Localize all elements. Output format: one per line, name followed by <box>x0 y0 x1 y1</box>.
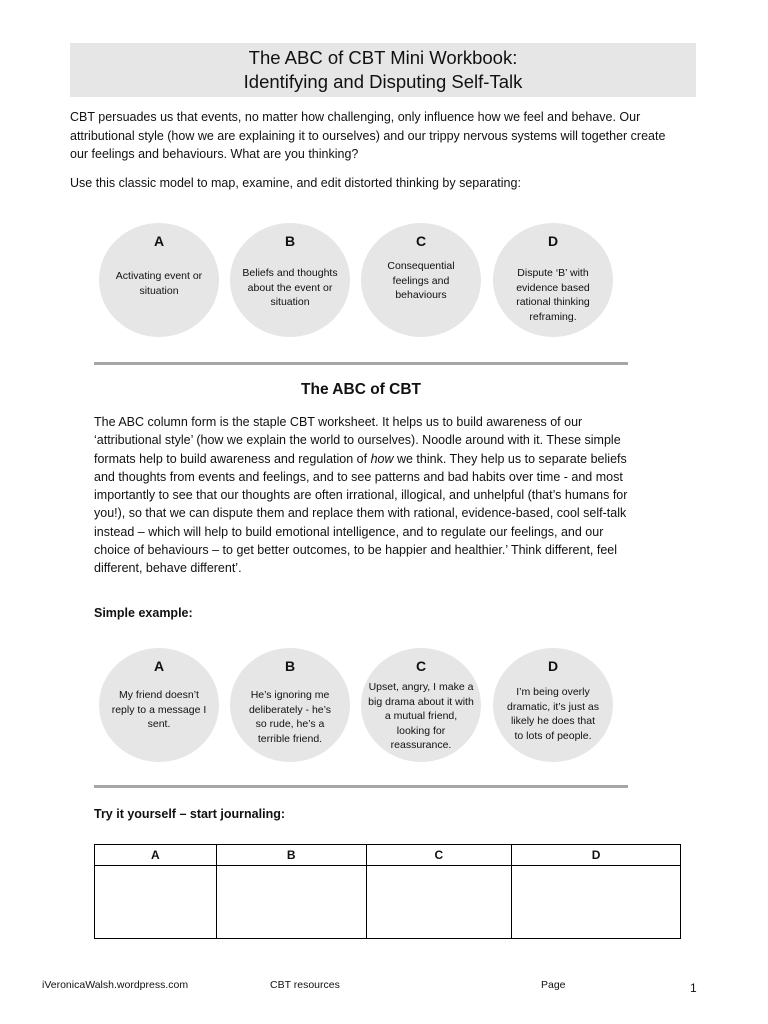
journal-header-a: A <box>95 845 217 866</box>
journal-header-row <box>95 845 681 866</box>
divider <box>94 362 628 365</box>
journal-cell-d[interactable] <box>512 866 681 939</box>
circle-text: Dispute ‘B’ with evidence based rational thinking reframing. <box>516 267 590 323</box>
example-circle-d <box>493 648 613 762</box>
model-intro-line: Use this classic model to map, examine, and edit distorted thinking by separating: <box>70 176 521 190</box>
title-banner <box>70 43 696 97</box>
circle-text: I’m being overly dramatic, it’s just as likely he does that to lots of people. <box>507 686 600 742</box>
footer-page-label: Page <box>541 979 566 991</box>
model-circle-d <box>493 223 613 337</box>
journal-cell-c[interactable] <box>366 866 512 939</box>
circle-text: Consequential feelings and behaviours <box>387 260 455 301</box>
example-circle-b <box>230 648 350 762</box>
model-circle-b <box>230 223 350 337</box>
divider <box>94 785 628 788</box>
example-circle-c <box>361 648 481 762</box>
example-circle-a <box>99 648 219 762</box>
paragraph-part-1: The ABC column form is the staple CBT worksheet. It helps us to build awareness of our ‘attributional style’ (how we explain the world to ourselves). Noodle around with it. These simple formats help to build awareness and regulation of <box>94 415 621 466</box>
section-heading: The ABC of CBT <box>301 381 421 398</box>
circle-text: My friend doesn’t reply to a message I sent. <box>111 689 207 730</box>
journal-label: Try it yourself – start journaling: <box>94 807 286 821</box>
circle-letter: A <box>153 233 165 249</box>
circle-letter: C <box>415 233 427 249</box>
section-paragraph <box>94 413 634 578</box>
model-circle-a <box>99 223 219 337</box>
journal-header-c: C <box>366 845 512 866</box>
intro-paragraph: CBT persuades us that events, no matter how challenging, only influence how we feel and behave. Our attributional style (how we are explaining it to ourselves) and our trippy nervous systems will together create our feelings and behaviours. What are you thinking? <box>70 110 666 161</box>
journal-table <box>94 844 681 939</box>
circle-letter: A <box>153 658 165 674</box>
circle-letter: D <box>547 233 559 249</box>
journal-cell-b[interactable] <box>216 866 366 939</box>
circle-letter: B <box>284 233 296 249</box>
circle-text: He’s ignoring me deliberately - he’s so rude, he’s a terrible friend. <box>248 689 332 745</box>
circle-text: Upset, angry, I make a big drama about it with a mutual friend, looking for reassurance. <box>368 681 474 751</box>
journal-header-b: B <box>216 845 366 866</box>
circle-text: Beliefs and thoughts about the event or situation <box>242 267 338 308</box>
circle-text: Activating event or situation <box>115 270 203 297</box>
circle-letter: C <box>415 658 427 674</box>
paragraph-italic: how <box>370 451 394 466</box>
example-label: Simple example: <box>94 606 193 620</box>
model-circle-c <box>361 223 481 337</box>
footer-page-number: 1 <box>690 981 697 995</box>
circle-letter: B <box>284 658 296 674</box>
circle-letter: D <box>547 658 559 674</box>
journal-header-d: D <box>512 845 681 866</box>
journal-entry-row <box>95 866 681 939</box>
title-line-2: Identifying and Disputing Self-Talk <box>243 71 523 92</box>
footer-site: iVeronicaWalsh.wordpress.com <box>42 979 189 991</box>
title-line-1: The ABC of CBT Mini Workbook: <box>248 47 518 68</box>
journal-cell-a[interactable] <box>95 866 217 939</box>
paragraph-part-2: we think. They help us to separate beliefs and thoughts from events and feelings, and to see patterns and bad habits over time - and most importantly to see that our thoughts are often irrational, illogical, and unhelpful (that’s humans for you!), so that we can dispute them and replace them with rational, evidence-based, cool self-talk instead – which will help to build emotional intelligence, and to regulate our feelings, and our choice of behaviours – to get better outcomes, to be happier and healthier.’ Think different, feel different, behave different’. <box>94 451 628 576</box>
footer-resources: CBT resources <box>270 979 340 991</box>
